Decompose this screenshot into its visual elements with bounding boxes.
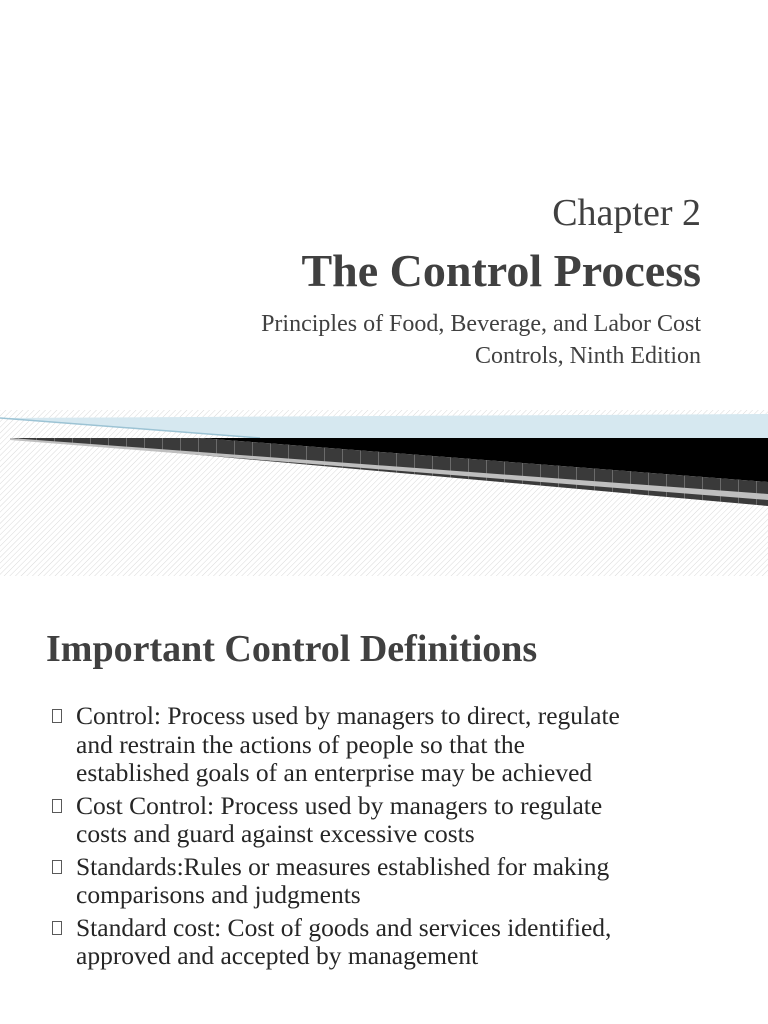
slide-title: The Control Process [301, 245, 701, 296]
bullet-list [52, 702, 732, 975]
box-bullet-icon [52, 799, 62, 813]
bullet-line: comparisons and judgments [76, 880, 361, 909]
box-bullet-icon [52, 709, 62, 723]
bullet-line: Standards:Rules or measures established for making [76, 851, 610, 881]
list-item [52, 792, 732, 849]
title-block [101, 190, 701, 372]
bullet-line: costs and guard against excessive costs [76, 819, 475, 848]
bullet-line: Standard cost: Cost of goods and services identified, [76, 912, 612, 942]
box-bullet-icon [52, 860, 62, 874]
subtitle-line: Principles of Food, Beverage, and Labor Cost [261, 311, 701, 337]
list-item [52, 702, 732, 788]
bullet-line: established goals of an enterprise may be achieved [76, 758, 593, 787]
subtitle-line: Controls, Ninth Edition [474, 343, 701, 369]
slide-heading: Important Control Definitions [46, 628, 538, 670]
bullet-line: Cost Control: Process used by managers to regulate [76, 790, 603, 820]
list-item [52, 914, 732, 971]
chapter-label: Chapter 2 [552, 192, 701, 234]
bullet-line: approved and accepted by management [76, 941, 479, 970]
bullet-line: and restrain the actions of people so that the [76, 729, 525, 759]
definitions-slide [0, 576, 768, 1024]
bullet-line: Control: Process used by managers to direct, regulate [76, 701, 620, 730]
box-bullet-icon [52, 921, 62, 935]
slide-subtitle [101, 308, 701, 372]
list-item [52, 853, 732, 910]
decorative-band [0, 410, 768, 576]
